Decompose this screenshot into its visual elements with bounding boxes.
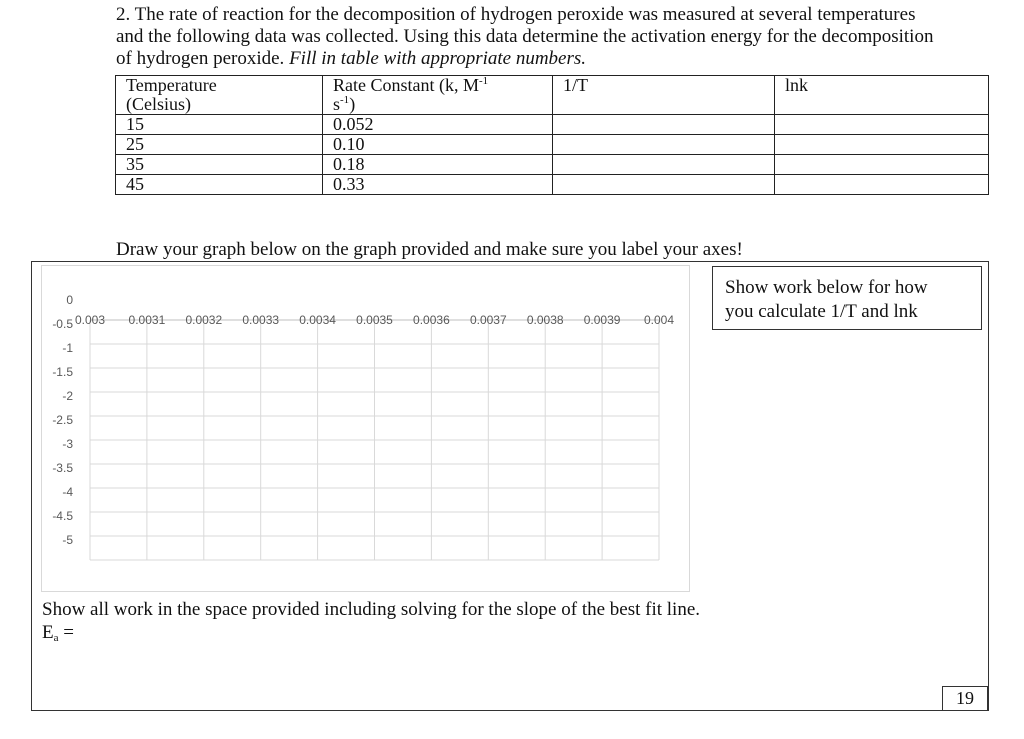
y-tick-label: -5 — [62, 533, 73, 547]
y-tick-label: -1.5 — [52, 365, 73, 379]
data-table — [115, 75, 989, 195]
work-box-line2: you calculate 1/T and lnk — [725, 301, 918, 322]
x-tick-label: 0.0032 — [185, 313, 223, 327]
work-box-line1: Show work below for how — [725, 277, 928, 298]
y-tick-label: -3 — [62, 437, 73, 451]
cell-inv-t[interactable] — [553, 175, 775, 195]
table-row — [116, 155, 989, 175]
question-instruction: Fill in table with appropriate numbers. — [289, 48, 587, 69]
x-tick-label: 0.004 — [643, 313, 675, 327]
header-temperature: Temperature (Celsius) — [116, 76, 323, 115]
table-row — [116, 115, 989, 135]
x-tick-label: 0.0033 — [242, 313, 280, 327]
graph-canvas[interactable] — [42, 266, 691, 593]
activation-energy-label: $E_a$ = — [42, 622, 74, 644]
x-tick-label: 0.0036 — [413, 313, 450, 327]
blank-graph[interactable] — [41, 265, 690, 592]
y-tick-label: -3.5 — [52, 461, 73, 475]
x-tick-label: 0.0031 — [128, 313, 166, 327]
question-body: 2. The rate of reaction for the decomposition of hydrogen peroxide was measured at several temperatures and the following data was collected. Using this data determine the activation energy for the decomposition of hydrogen peroxide. — [116, 4, 934, 69]
y-tick-label: -1 — [62, 341, 73, 355]
cell-temperature: 25 — [116, 135, 323, 155]
y-tick-label: -2 — [62, 389, 73, 403]
table-row — [116, 135, 989, 155]
y-tick-label: -4.5 — [52, 509, 73, 523]
table-row — [116, 175, 989, 195]
cell-temperature: 35 — [116, 155, 323, 175]
cell-inv-t[interactable] — [553, 135, 775, 155]
x-tick-label: 0.0035 — [356, 313, 393, 327]
x-tick-label: 0.003 — [74, 313, 106, 327]
header-inverse-temperature: 1/T — [553, 76, 775, 115]
cell-lnk[interactable] — [775, 115, 989, 135]
y-tick-label: -4 — [62, 485, 73, 499]
x-tick-label: 0.0039 — [583, 313, 621, 327]
cell-lnk[interactable] — [775, 135, 989, 155]
cell-rate: 0.18 — [323, 155, 553, 175]
page-number: 19 — [942, 686, 988, 711]
cell-inv-t[interactable] — [553, 115, 775, 135]
cell-rate: 0.052 — [323, 115, 553, 135]
y-tick-label: -0.5 — [52, 317, 73, 331]
header-rate-constant: Rate Constant (k, $M^{-1}$ $s^{-1}$) — [323, 76, 553, 115]
cell-temperature: 45 — [116, 175, 323, 195]
graph-instruction: Draw your graph below on the graph provided and make sure you label your axes! — [116, 239, 743, 260]
x-tick-label: 0.0037 — [469, 313, 507, 327]
x-tick-label: 0.0034 — [299, 313, 336, 327]
x-tick-label: 0.0038 — [526, 313, 564, 327]
y-tick-label: 0 — [66, 293, 73, 307]
cell-inv-t[interactable] — [553, 155, 775, 175]
cell-rate: 0.10 — [323, 135, 553, 155]
cell-temperature: 15 — [116, 115, 323, 135]
y-tick-label: -2.5 — [52, 413, 73, 427]
work-instruction-box — [712, 266, 982, 330]
table-header-row — [116, 76, 989, 115]
show-work-instruction: Show all work in the space provided including solving for the slope of the best fit line. — [42, 599, 701, 620]
question-text — [116, 4, 946, 70]
header-lnk: lnk — [775, 76, 989, 115]
cell-lnk[interactable] — [775, 155, 989, 175]
cell-lnk[interactable] — [775, 175, 989, 195]
cell-rate: 0.33 — [323, 175, 553, 195]
